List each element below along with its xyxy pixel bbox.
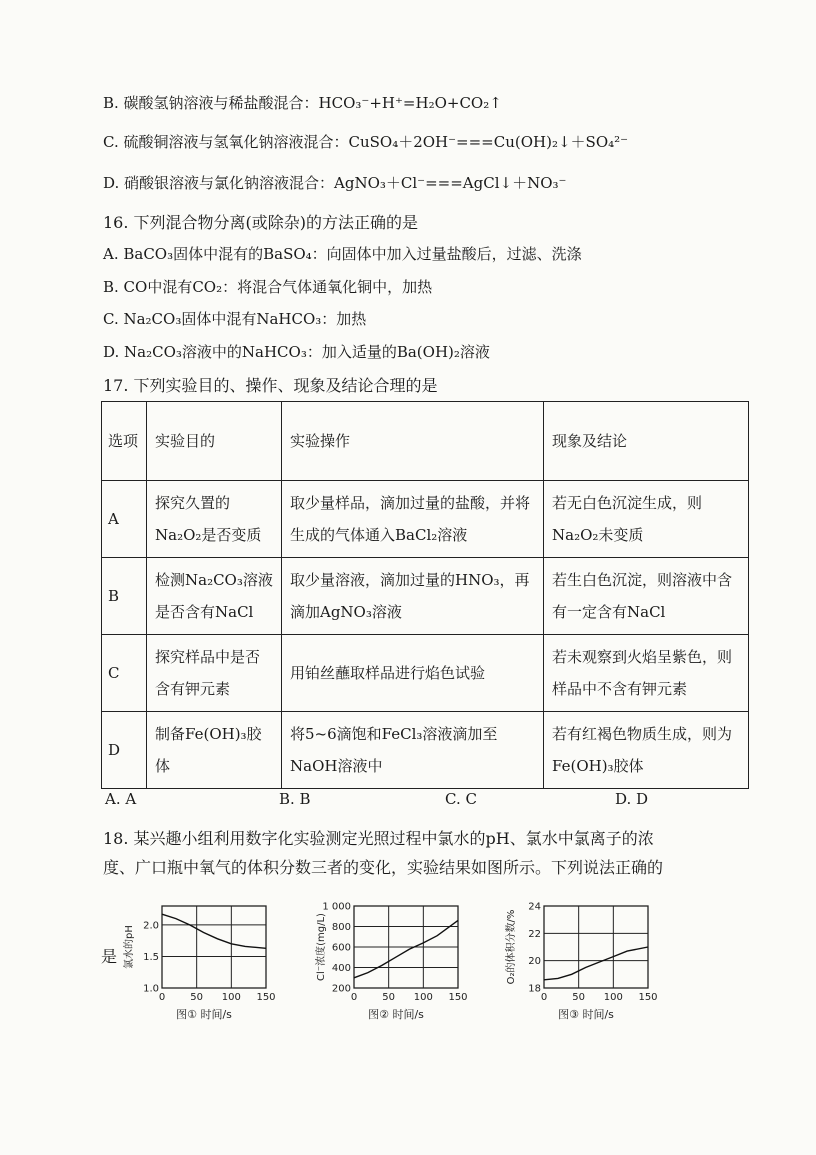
y-tick-label: 1.0 bbox=[143, 983, 159, 995]
row-c-conclusion: 若未观察到火焰呈紫色，则样品中不含有钾元素 bbox=[544, 635, 749, 712]
row-c-purpose: 探究样品中是否含有钾元素 bbox=[147, 635, 282, 712]
row-a-operation: 取少量样品，滴加过量的盐酸，并将生成的气体通入BaCl₂溶液 bbox=[282, 481, 544, 558]
header-conclusion: 现象及结论 bbox=[544, 402, 749, 481]
data-series-line bbox=[354, 920, 458, 977]
q16-option-d: D. Na₂CO₃溶液中的NaHCO₃：加入适量的Ba(OH)₂溶液 bbox=[103, 343, 490, 361]
row-d-operation: 将5~6滴饱和FeCl₃溶液滴加至NaOH溶液中 bbox=[282, 712, 544, 789]
data-series-line bbox=[162, 914, 266, 948]
q16-option-a: A. BaCO₃固体中混有的BaSO₄：向固体中加入过量盐酸后，过滤、洗涤 bbox=[103, 245, 582, 263]
y-axis-label: Cl⁻浓度(mg/L) bbox=[316, 913, 327, 981]
x-tick-label: 150 bbox=[448, 992, 468, 1003]
data-series-line bbox=[544, 947, 648, 980]
row-d-purpose: 制备Fe(OH)₃胶体 bbox=[147, 712, 282, 789]
row-a-conclusion: 若无白色沉淀生成，则Na₂O₂未变质 bbox=[544, 481, 749, 558]
y-tick-label: 22 bbox=[528, 928, 541, 940]
y-tick-label: 800 bbox=[331, 922, 351, 933]
row-d-option: D bbox=[102, 712, 147, 789]
x-tick-label: 100 bbox=[221, 992, 241, 1003]
q16-option-c: C. Na₂CO₃固体中混有NaHCO₃：加热 bbox=[103, 310, 367, 328]
table-row bbox=[102, 635, 749, 712]
q17-title: 17. 下列实验目的、操作、现象及结论合理的是 bbox=[103, 376, 438, 395]
q18-line2: 度、广口瓶中氧气的体积分数三者的变化，实验结果如图所示。下列说法正确的 bbox=[103, 858, 664, 877]
x-tick-label: 0 bbox=[540, 992, 548, 1003]
header-option: 选项 bbox=[102, 402, 147, 481]
y-axis-label: O₂的体积分数/% bbox=[506, 909, 517, 985]
chart-o2-fraction bbox=[490, 892, 665, 1024]
row-b-option: B bbox=[102, 558, 147, 635]
row-d-conclusion: 若有红褐色物质生成，则为Fe(OH)₃胶体 bbox=[544, 712, 749, 789]
chart-2-group bbox=[504, 902, 658, 1022]
q15-option-d: D. 硝酸银溶液与氯化钠溶液混合：AgNO₃＋Cl⁻===AgCl↓＋NO₃⁻ bbox=[103, 174, 567, 192]
chart-caption: 图③ 时间/s bbox=[558, 1008, 614, 1021]
chart-cl-concentration bbox=[300, 892, 475, 1024]
table-row bbox=[102, 712, 749, 789]
y-tick-label: 400 bbox=[331, 963, 351, 974]
q17-option-d: D. D bbox=[615, 790, 649, 808]
q15-option-c: C. 硫酸铜溶液与氢氧化钠溶液混合：CuSO₄＋2OH⁻===Cu(OH)₂↓＋SO₄²⁻ bbox=[103, 133, 629, 151]
row-b-operation: 取少量溶液，滴加过量的HNO₃，再滴加AgNO₃溶液 bbox=[282, 558, 544, 635]
x-tick-label: 100 bbox=[413, 992, 433, 1003]
y-tick-label: 1 000 bbox=[322, 901, 351, 913]
y-tick-label: 600 bbox=[331, 942, 351, 954]
q15-option-b: B. 碳酸氢钠溶液与稀盐酸混合：HCO₃⁻+H⁺=H₂O+CO₂↑ bbox=[103, 94, 502, 112]
x-tick-label: 150 bbox=[638, 992, 658, 1003]
row-b-conclusion: 若生白色沉淀，则溶液中含有一定含有NaCl bbox=[544, 558, 749, 635]
q18-line1: 18. 某兴趣小组利用数字化实验测定光照过程中氯水的pH、氯水中氯离子的浓 bbox=[103, 829, 654, 848]
x-tick-label: 100 bbox=[603, 992, 623, 1003]
y-tick-label: 1.5 bbox=[143, 951, 159, 963]
q18-side-char: 是 bbox=[101, 947, 118, 966]
x-tick-label: 150 bbox=[256, 992, 276, 1003]
q16-option-b: B. CO中混有CO₂：将混合气体通氧化铜中，加热 bbox=[103, 278, 433, 296]
row-b-purpose: 检测Na₂CO₃溶液是否含有NaCl bbox=[147, 558, 282, 635]
chart-caption: 图② 时间/s bbox=[368, 1008, 424, 1021]
y-tick-label: 18 bbox=[528, 983, 541, 995]
x-tick-label: 50 bbox=[190, 992, 204, 1003]
q17-table bbox=[101, 401, 749, 789]
q17-option-a: A. A bbox=[105, 790, 137, 808]
table-row bbox=[102, 558, 749, 635]
table-row bbox=[102, 481, 749, 558]
row-c-operation: 用铂丝蘸取样品进行焰色试验 bbox=[282, 635, 544, 712]
row-c-option: C bbox=[102, 635, 147, 712]
chart-1-group bbox=[314, 902, 468, 1022]
q17-options bbox=[105, 790, 705, 810]
chart-caption: 图① 时间/s bbox=[176, 1008, 232, 1021]
y-tick-label: 2.0 bbox=[143, 920, 159, 932]
y-axis-label: 氯水的pH bbox=[124, 925, 135, 969]
table-header-row bbox=[102, 402, 749, 481]
chart-ph bbox=[108, 892, 283, 1024]
row-a-purpose: 探究久置的Na₂O₂是否变质 bbox=[147, 481, 282, 558]
q16-title: 16. 下列混合物分离(或除杂)的方法正确的是 bbox=[103, 213, 419, 232]
header-purpose: 实验目的 bbox=[147, 402, 282, 481]
x-tick-label: 0 bbox=[350, 992, 358, 1003]
chart-0-group bbox=[122, 906, 276, 1021]
x-tick-label: 0 bbox=[158, 992, 166, 1003]
x-tick-label: 50 bbox=[382, 992, 396, 1003]
q17-option-b: B. B bbox=[279, 790, 311, 808]
header-operation: 实验操作 bbox=[282, 402, 544, 481]
x-tick-label: 50 bbox=[572, 992, 586, 1003]
plot-frame bbox=[544, 906, 648, 988]
y-tick-label: 200 bbox=[331, 983, 351, 995]
y-tick-label: 20 bbox=[528, 956, 541, 968]
q17-option-c: C. C bbox=[445, 790, 477, 808]
y-tick-label: 24 bbox=[528, 901, 541, 913]
row-a-option: A bbox=[102, 481, 147, 558]
